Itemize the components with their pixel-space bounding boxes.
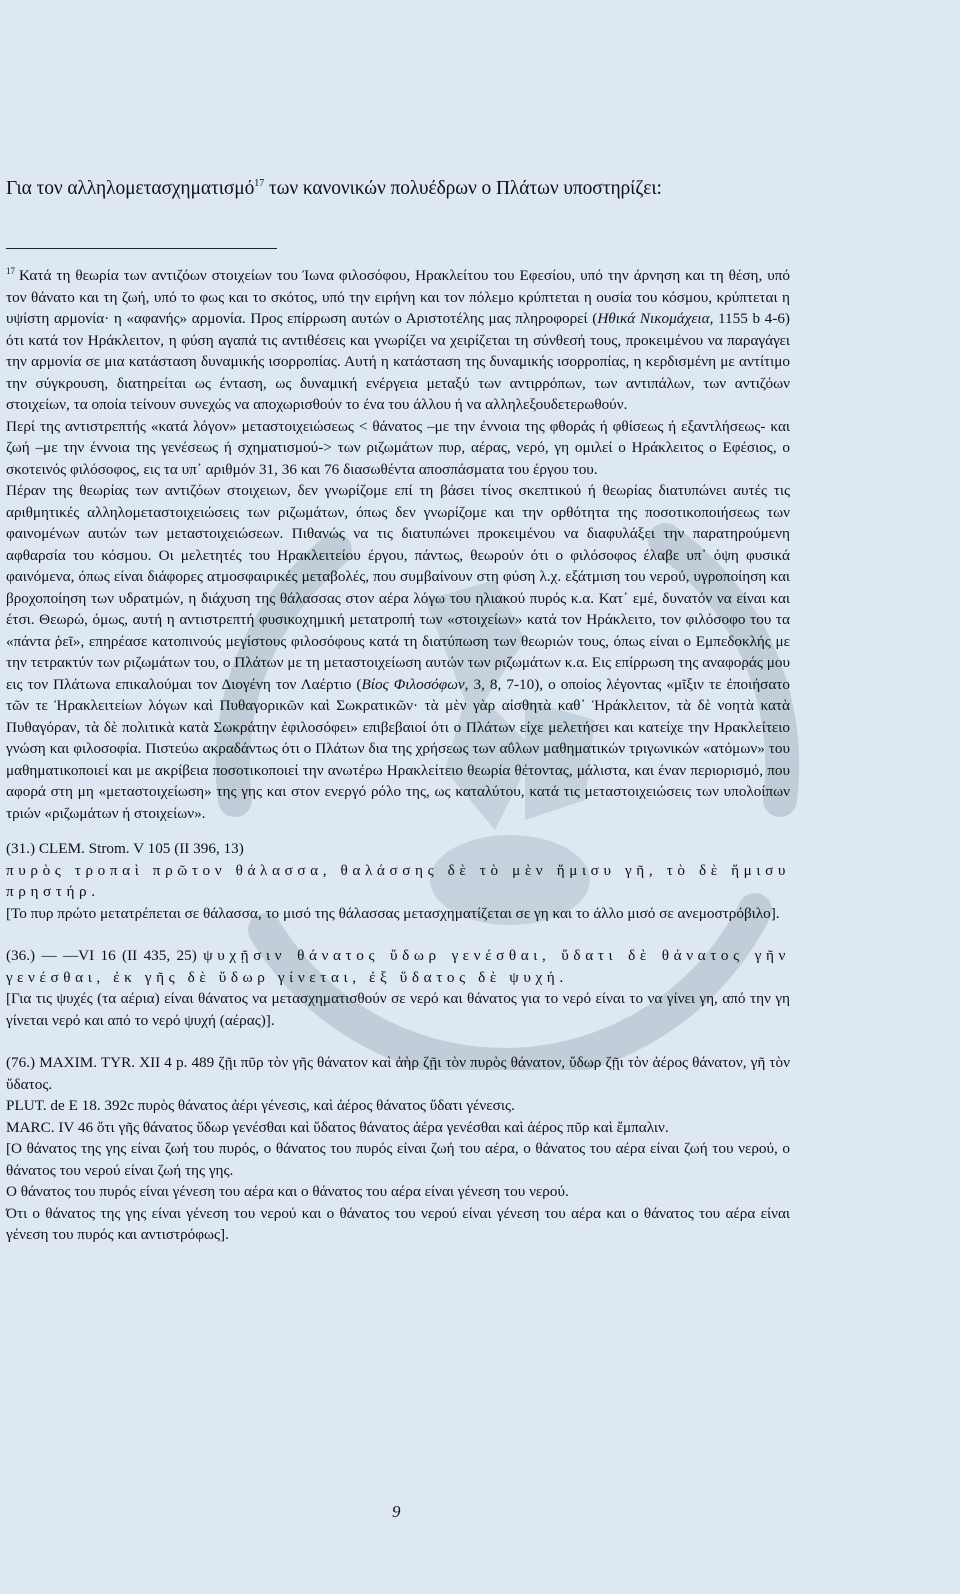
footnote-reference[interactable]: 17 (254, 178, 265, 189)
fragment-76-line: PLUT. de E 18. 392c πυρὸς θάνατος ἀέρι γένεσις, καὶ ἀέρος θάνατος ὕδατι γένεσις. (6, 1097, 515, 1114)
fragment-36 (6, 945, 790, 1031)
footnote-paragraph-2: Περί της αντιστρεπτής «κατά λόγον» μεταστοιχειώσεως < θάνατος –με την έννοια της φθοράς ή φθίσεως ή εξαντλήσεως- και ζωή –με την έννοια της γενέσεως ή σχηματισμού-> των ριζωμάτων πυρ, αέρας, νερό, γη ομιλεί ο Ηράκλειτος ο Εφέσιος, ο σκοτεινός φιλόσοφος, εις τα υπ᾽ αριθμόν 31, 36 και 76 διασωθέντα αποσπάσματα του έργου του. (6, 417, 790, 478)
fragment-36-translation: [Για τις ψυχές (τα αέρια) είναι θάνατος να μετασχηματισθούν σε νερό και θάνατος για το νερό είναι το να γίνει γη, από την γη γίνεται νερό και από το νερό ψυχή (αέρας)]. (6, 990, 790, 1029)
fragment-31-greek: πυρὸς τροπαὶ πρῶτον θάλασσα, θαλάσσης δὲ τὸ μὲν ἥμισυ γῆ, τὸ δὲ ἥμισυ πρηστήρ. (6, 861, 790, 900)
fragment-31-translation: [Το πυρ πρώτο μετατρέπεται σε θάλασσα, το μισό της θάλασσας μετασχηματίζεται σε γη και το άλλο μισό σε ανεμοστρόβιλο]. (6, 904, 780, 922)
fragment-76-line: [Ο θάνατος της γης είναι ζωή του πυρός, ο θάνατος του πυρός είναι ζωή του αέρα, ο θάνατος του αέρα είναι ζωή του νερού, ο θάνατος του νερού είναι ζωή της γης. (6, 1140, 790, 1179)
fragment-36-text (6, 945, 790, 988)
fragment-76-line: (76.) MAXIM. TYR. XII 4 p. 489 ζῇι πῦρ τὸν γῆς θάνατον καὶ ἀὴρ ζῇι τὸν πυρὸς θάνατον, ὕδωρ ζῇι τὸν ἀέρος θάνατον, γῆ τὸν ὕδατος. (6, 1054, 790, 1093)
work-title: Ηθικά Νικομάχεια, (597, 310, 714, 327)
fragment-36-ref: (36.) — —VI 16 (II 435, 25) (6, 947, 204, 964)
fragment-76-line: Ο θάνατος του πυρός είναι γένεση του αέρα και ο θάνατος του αέρα είναι γένεση του νερού. (6, 1183, 569, 1200)
fragment-76-line: Ότι ο θάνατος της γης είναι γένεση του νερού και ο θάνατος του νερού είναι γένεση του αέρα και ο θάνατος του αέρα είναι γένεση του πυρός και αντιστρόφως]. (6, 1204, 790, 1243)
footnote-paragraph-1: $^{17}$ Κατά τη θεωρία των αντιζόων στοιχείων του Ίωνα φιλοσόφου, Ηρακλείτου του Εφεσίου, υπό την άρνηση και τη θέση, υπό τον θάνατο και τη ζωή, υπό το φως και το σκότος, υπό την ειρήνη και τον πόλεμο κρύπτεται η ουσία του κόσμου, κρύπτεται η υψίστη αρμονία· η «αφανής» αρμονία. Προς επίρρωση αυτών ο Αριστοτέλης μας πληροφορεί (Ηθικά Νικομάχεια, 1155 b 4-6) ότι κατά τον Ηράκλειτον, η φύση αγαπά τις αντιθέσεις και γνωρίζει να χειρίζεται τη σύνθεσή τους, προκειμένου να παραγάγει την αρμονία σε μια κατάσταση δυναμικής ισορροπίας. Αυτή η κατάσταση της δυναμικής ισορροπίας, η κερδισμένη με αντίτιμο την σύγκρουση, διατηρείται ως ένταση, ως δυναμική ενέργεια μεταξύ των αντιρρόπων, των αντιπάλων, των αντιζόων στοιχείων, τα οποία τείνουν συνεχώς να αποχωρισθούν το ένα του άλλου ή να αλληλεξουδετερωθούν. (6, 266, 790, 413)
footnote-number: 17 (6, 266, 15, 276)
page-number: 9 (392, 1502, 401, 1521)
footnote-body (6, 261, 790, 1246)
footnote-paragraph-3: Πέραν της θεωρίας των αντιζόων στοιχειων, δεν γνωρίζομε επί τη βάσει τίνος σκεπτικού ή θεωρίας διατυπώνει αυτές τις αριθμητικές αλληλομεταστοιχειώσεις των ριζωμάτων, όπως δεν γνωρίζομε και την ορθότητα της ποσοτικοποιήσεως των φαινομένων αυτών των μεταστοιχειώσεων. Πιθανώς να τις διατυπώνει προκειμένου να διαφυλάξει την παρατηρούμενη αφθαρσία του κόσμου. Οι μελετητές του Ηρακλειτείου έργου, πάντως, θεωρούν ότι ο φιλόσοφος έλαβε υπ᾽ όψη φυσικά φαινόμενα, όπως είναι διάφορες ατμοσφαιρικές μεταβολές, που συμβαίνουν στη φύση λ.χ. εξάτμιση του νερού, υγροποίηση και βροχοποίηση των υδρατμών, η διάχυση της θάλασσας στον αέρα λόγω του ηλιακού πυρός κ.α. Κατ᾽ εμέ, δυνατόν να είναι και έτσι. Θεωρώ, όμως, αυτή η αντιστρεπτή φυσικοχημική μετατροπή των «στοιχείων» κατά τον Ηράκλειτο, τον φιλόσοφο του τα «πάντα ῥεῖ», επηρέασε κατοπινούς μεγίστους φιλοσόφους κατά τη διατύπωση των θεωριών τους, όπως είναι ο Εμπεδοκλής με την τετρακτύν των ριζωμάτων του, ο Πλάτων με τη μεταστοιχείωση αυτών των ριζωμάτων κ.α. Εις επίρρωση της αναφοράς μου εις τον Πλάτωνα επικαλούμαι τον Διογένη τον Λαέρτιο (Βίος Φιλοσόφων, 3, 8, 7-10), ο οποίος λέγοντας «μῖξιν τε ἐποιήσατο τῶν τε Ἡρακλειτείων λόγων καὶ Πυθαγορικῶν καὶ Σωκρατικῶν· τὰ μὲν γὰρ αἰσθητὰ καθ᾽ Ἡράκλειτον, τὰ δὲ νοητὰ κατὰ Πυθαγόραν, τὰ δὲ πολιτικὰ κατὰ Σωκράτην ἐφιλοσόφει» επιβεβαιοί ότι ο Πλάτων είχε μελετήσει και κατείχε την Ηρακλείτειο γνώση και φιλοσοφία. Πιστεύω ακραδάντως ότι ο Πλάτων δια της χρήσεως των αΰλων μαθηματικών τριγωνικών «ατόμων» του μαθηματικοποιεί και με ακρίβεια ποσοτικοποιεί την ανωτέρω Ηρακλείτειο θεωρία θέτοντας, μάλιστα, και έναν περιορισμό, που αφορά στη μη «μεταστοιχείωση» της γης και στον ενεργό ρόλο της, ως καταλύτου, κατά τις μεταστοιχειώσεις των υπολοίπων τριών «ριζωμάτων ή στοιχείων». (6, 482, 790, 822)
fragment-76 (6, 1052, 790, 1246)
footnote-separator (6, 248, 277, 249)
heading-text-before: Για τον αλληλομετασχηματισμό (6, 178, 255, 199)
fragment-36-greek: ψυχῇσιν θάνατος ὕδωρ γενέσθαι, ὕδατι δὲ θάνατος γῆν γενέσθαι, ἐκ γῆς δὲ ὕδωρ γίνεται, ἐξ ὕδατος δὲ ψυχή. (6, 947, 790, 986)
fragment-31 (6, 838, 790, 924)
heading-text-after: των κανονικών πολυέδρων ο Πλάτων υποστηρίζει: (264, 178, 662, 199)
fragment-76-line: MARC. IV 46 ὅτι γῆς θάνατος ὕδωρ γενέσθαι καὶ ὕδατος θάνατος ἀέρα γενέσθαι καὶ ἀέρος πῦρ καὶ ἔμπαλιν. (6, 1118, 669, 1136)
intro-heading (6, 178, 662, 200)
fragment-31-ref: (31.) CLEM. Strom. V 105 (II 396, 13) (6, 840, 244, 857)
work-title: Βίος Φιλοσόφων (361, 675, 465, 693)
